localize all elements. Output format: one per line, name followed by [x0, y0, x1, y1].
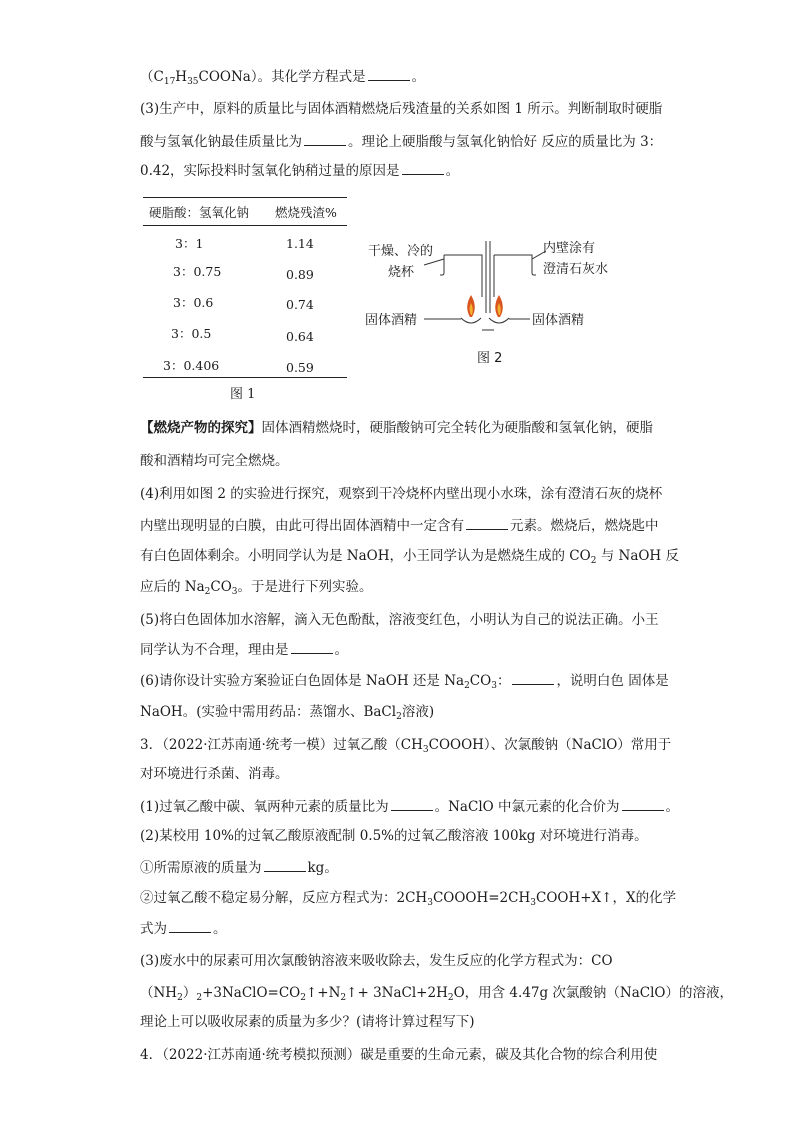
subscript: 3 [427, 898, 433, 908]
label-inner-coated: 内壁涂有 [543, 241, 596, 256]
text: (3)生产中，原料的质量比与固体酒精燃烧后残渣量的关系如图 1 所示。判断制取时硬脂 [140, 101, 663, 117]
text: ②过氧乙酸不稳定易分解，反应方程式为：2CH [140, 890, 428, 906]
text: 溶液) [401, 704, 435, 720]
text-line [140, 639, 348, 660]
subscript: 2 [196, 993, 203, 1003]
subscript: 2 [177, 993, 183, 1003]
subscript: 3 [491, 681, 497, 691]
text: (2)某校用 10%的过氧乙酸原液配制 0.5%的过氧乙酸溶液 100kg 对环境进行消毒。 [140, 828, 648, 844]
text: 酸和酒精均可完全燃烧。 [140, 453, 289, 469]
text: CO [469, 673, 492, 689]
text: COOOH=2CH [432, 890, 531, 906]
text-line [140, 735, 671, 755]
answer-blank[interactable] [291, 639, 333, 654]
subscript: 2 [340, 993, 347, 1003]
text-line [140, 99, 662, 119]
text: (1)过氧乙酸中碳、氧两种元素的质量比为 [140, 799, 389, 815]
answer-blank[interactable] [264, 857, 306, 872]
text: COONa）。其化学方程式是 [198, 69, 366, 85]
right-burner-dish [489, 318, 509, 323]
answer-blank[interactable] [391, 796, 433, 811]
text-line [140, 160, 459, 181]
text: ↑+ 3NaCl+2H [346, 985, 448, 1001]
text-line [140, 826, 648, 846]
text: 应后的 Na [140, 579, 205, 595]
text: (6)请你设计实验方案验证白色固体是 NaOH 还是 Na [140, 673, 465, 689]
table-cell: 3：1 [175, 236, 204, 251]
text: 固体酒精燃烧时，硬脂酸钠可完全转化为硬脂酸和氢氧化钠，硬脂 [261, 420, 653, 436]
text: (5)将白色固体加水溶解，滴入无色酚酞，溶液变红色，小明认为自己的说法正确。小王 [140, 612, 659, 628]
text: （C [140, 69, 164, 85]
text-line [140, 888, 676, 908]
text: 。 [334, 642, 348, 658]
text: ： [496, 673, 511, 689]
text: 3．（2022·江苏南通·统考一模）过氧乙酸（CH [140, 737, 423, 753]
subscript: 2 [300, 993, 306, 1003]
text-line [140, 670, 669, 691]
text: O，用含 4.47g 次氯酸钠（NaClO）的溶液， [453, 985, 734, 1001]
table-cell: 3：0.6 [173, 295, 214, 310]
text-line [140, 484, 662, 504]
label-solid-alcohol-left: 固体酒精 [365, 313, 418, 328]
text: COOOH）、次氯酸钠（NaClO）常用于 [428, 737, 672, 753]
text: 0.42，实际投料时氢氧化钠稍过量的原因是 [140, 163, 400, 179]
table-cell: 0.74 [286, 297, 314, 312]
text: 内壁出现明显的白膜，由此可得出固体酒精中一定含有 [140, 518, 464, 534]
text: 。 [411, 69, 426, 85]
text-line [140, 66, 425, 87]
text: 。 [665, 799, 679, 815]
text: 4．（2022·江苏南通·统考模拟预测）碳是重要的生命元素，碳及其化合物的综合利用使 [140, 1047, 658, 1063]
text-line [140, 610, 659, 630]
label-solid-alcohol-right: 固体酒精 [532, 313, 585, 328]
subscript: 2 [464, 681, 470, 691]
text-line [140, 764, 289, 784]
text-line [140, 951, 613, 971]
text: 对环境进行杀菌、消毒。 [140, 766, 289, 782]
text-line [140, 418, 653, 438]
label-limewater: 澄清石灰水 [543, 262, 609, 277]
table-bottom-rule [143, 377, 347, 378]
text: COOH+X↑，X的化学 [535, 890, 677, 906]
text: 元素。燃烧后，燃烧匙中 [510, 518, 659, 534]
section-heading: 【燃烧产物的探究】 [140, 420, 262, 436]
subscript: 3 [530, 898, 536, 908]
answer-blank[interactable] [169, 918, 211, 933]
subscript: 3 [422, 745, 429, 755]
text: (4)利用如图 2 的实验进行探究，观察到干冷烧杯内壁出现小水珠，涂有澄清石灰的烧杯 [140, 486, 663, 502]
subscript: 2 [396, 712, 402, 722]
text: 式为 [140, 921, 167, 937]
subscript: 2 [204, 587, 211, 597]
answer-blank[interactable] [466, 515, 508, 530]
text: NaOH。(实验中需用药品：蒸馏水、BaCl [140, 704, 397, 720]
left-burner-dish [461, 318, 481, 323]
text: +3NaClO=CO [202, 985, 301, 1001]
text: (3)废水中的尿素可用次氯酸钠溶液来吸收除去，发生反应的化学方程式为：CO [140, 953, 613, 969]
text: ） [182, 985, 197, 1001]
subscript: 3 [231, 587, 238, 597]
text: 。 [445, 163, 460, 179]
table-header: 燃烧残渣% [275, 205, 337, 220]
dry-cold-beaker [440, 255, 482, 297]
table-cell: 3：0.5 [171, 326, 212, 341]
limewater-beaker [494, 255, 536, 297]
subscript: 17 [163, 77, 176, 87]
text: 同学认为不合理，理由是 [140, 642, 289, 658]
table-cell: 1.14 [286, 236, 314, 251]
text-line [140, 702, 434, 722]
text-line [140, 131, 662, 152]
label-dry-cold: 干燥、冷的 [368, 244, 434, 259]
table-cell: 3：0.406 [163, 358, 220, 373]
text-line [140, 1045, 657, 1065]
text-line [140, 857, 338, 878]
label-beaker: 烧杯 [388, 265, 415, 280]
text: 理论上可以吸收尿素的质量为多少？(请将计算过程写下) [140, 1014, 475, 1030]
text: 。理论上硬脂酸与氢氧化钠恰好 反应的质量比为 3： [348, 134, 663, 150]
text-line [140, 1012, 475, 1032]
text: ，说明白色 固体是 [556, 673, 669, 689]
figure-1-caption: 图 1 [230, 387, 256, 402]
answer-blank[interactable] [304, 131, 346, 146]
figure-2-diagram [360, 235, 620, 370]
text-line [140, 796, 679, 817]
text: ①所需原液的质量为 [140, 860, 262, 876]
text: 。于是进行下列实验。 [237, 579, 373, 595]
answer-blank[interactable] [368, 66, 410, 81]
text-line [140, 515, 659, 536]
table-cell: 0.59 [286, 360, 314, 375]
figure-2-caption: 图 2 [477, 351, 503, 366]
text: 有白色固体剩余。小明同学认为是 NaOH，小王同学认为是燃烧生成的 CO [140, 548, 591, 564]
table-header: 硬脂酸：氢氧化钠 [149, 205, 250, 220]
subscript: 2 [447, 993, 454, 1003]
text: 。 [213, 921, 227, 937]
text: CO [210, 579, 232, 595]
answer-blank[interactable] [402, 160, 444, 175]
leader-line [424, 259, 444, 265]
table-top-rule [143, 197, 347, 198]
text-line [140, 918, 227, 939]
subscript: 35 [187, 77, 199, 87]
text: H [175, 69, 188, 85]
text: （NH [140, 985, 178, 1001]
table-header-rule [143, 225, 347, 226]
text-line [140, 983, 733, 1003]
text: 与 NaOH 反 [596, 548, 679, 564]
table-cell: 0.64 [286, 329, 314, 344]
subscript: 2 [590, 556, 597, 566]
table-cell: 3：0.75 [173, 264, 222, 279]
text-line [140, 546, 679, 566]
text-line [140, 451, 289, 471]
answer-blank[interactable] [512, 670, 554, 685]
text: 酸与氢氧化钠最佳质量比为 [140, 134, 302, 150]
answer-blank[interactable] [622, 796, 664, 811]
text: kg。 [307, 860, 338, 876]
text: ↑+N [305, 985, 341, 1001]
text: 。NaClO 中氯元素的化合价为 [434, 799, 620, 815]
text-line [140, 577, 373, 597]
table-cell: 0.89 [286, 267, 314, 282]
